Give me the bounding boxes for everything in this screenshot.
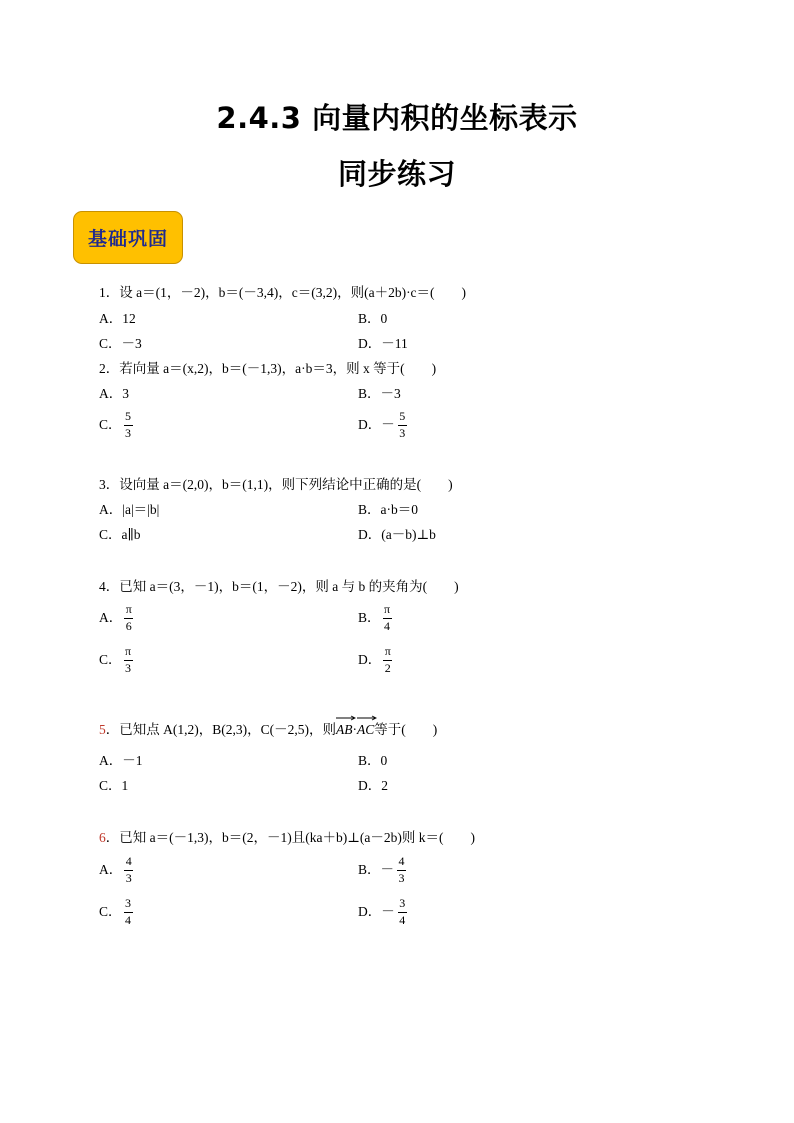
question-3: 3．设向量 a＝(2,0)，b＝(1,1)，则下列结论中正确的是( )	[99, 477, 453, 492]
numerator: 3	[125, 896, 132, 910]
q1-option-b: B．0	[358, 311, 388, 326]
section-badge	[73, 211, 183, 264]
q4-option-a	[99, 603, 133, 633]
q4-option-c-fraction	[124, 645, 133, 675]
q3-option-a: A．|a|＝|b|	[99, 502, 160, 517]
question-6	[99, 830, 475, 846]
dot-operator: ·	[352, 722, 357, 737]
question-5-tail: 等于( )	[374, 722, 438, 737]
denominator: 3	[398, 871, 405, 885]
question-6-number: 6	[99, 830, 106, 845]
q6-option-d	[358, 897, 407, 927]
q2-option-d	[358, 410, 407, 440]
numerator: 5	[399, 409, 406, 423]
denominator: 4	[125, 913, 132, 927]
q1-option-d: D．－11	[358, 336, 408, 351]
q4-option-b-label: B．	[358, 610, 381, 625]
question-2: 2．若向量 a＝(x,2)，b＝(－1,3)，a·b＝3，则 x 等于( )	[99, 361, 437, 376]
q3-option-d: D．(a－b)⊥b	[358, 527, 436, 542]
page-subtitle: 同步练习	[337, 157, 456, 191]
q6-option-a	[99, 855, 133, 885]
q6-option-a-fraction	[124, 855, 133, 885]
q2-option-d-fraction	[398, 410, 407, 440]
q3-option-b: B．a·b＝0	[358, 502, 418, 517]
minus-sign: －	[380, 862, 395, 877]
q6-option-d-fraction	[398, 897, 407, 927]
vector-ab-label: AB	[335, 722, 353, 737]
question-6-text: ．已知 a＝(－1,3)，b＝(2，－1)且(ka＋b)⊥(a－2b)则 k＝( )	[105, 830, 476, 845]
question-4: 4．已知 a＝(3，－1)，b＝(1，－2)，则 a 与 b 的夹角为( )	[99, 579, 459, 594]
q6-option-b	[358, 855, 406, 885]
denominator: 3	[125, 871, 132, 885]
q4-option-b	[358, 603, 392, 633]
question-5	[99, 722, 437, 738]
denominator: 3	[399, 426, 406, 440]
q5-option-a: A．－1	[99, 753, 143, 768]
q2-option-c-label: C．	[99, 417, 122, 432]
q4-option-b-fraction	[383, 603, 392, 633]
minus-sign: －	[381, 417, 395, 432]
q1-option-a: A．12	[99, 311, 136, 326]
q2-option-c-fraction	[124, 410, 133, 440]
q5-option-d: D．2	[358, 778, 388, 793]
question-1: 1．设 a＝(1，－2)，b＝(－3,4)，c＝(3,2)，则(a＋2b)·c＝( )	[99, 285, 467, 300]
numerator: 5	[125, 409, 132, 423]
denominator: 2	[384, 661, 391, 675]
q4-option-d-label: D．	[358, 652, 382, 667]
numerator: π	[384, 644, 391, 658]
numerator: 3	[399, 896, 406, 910]
q4-option-a-fraction	[124, 603, 133, 633]
page-title: 2.4.3 向量内积的坐标表示	[216, 101, 578, 135]
q4-option-d-fraction	[383, 645, 392, 675]
q5-option-b: B．0	[358, 753, 388, 768]
q6-option-c-fraction	[124, 897, 133, 927]
q4-option-c-label: C．	[99, 652, 122, 667]
numerator: π	[383, 602, 391, 616]
denominator: 4	[384, 619, 391, 633]
vector-ac-label: AC	[356, 722, 375, 737]
q6-option-b-label: B．	[358, 862, 381, 877]
numerator: 4	[125, 854, 132, 868]
denominator: 3	[125, 426, 132, 440]
q6-option-d-label: D．	[358, 904, 382, 919]
denominator: 4	[399, 913, 406, 927]
q2-option-a: A．3	[99, 386, 129, 401]
q6-option-a-label: A．	[99, 862, 123, 877]
numerator: 4	[398, 854, 405, 868]
q6-option-c-label: C．	[99, 904, 122, 919]
denominator: 3	[125, 661, 132, 675]
vector-arrow-icon	[336, 715, 356, 721]
q4-option-a-label: A．	[99, 610, 123, 625]
section-badge-label: 基础巩固	[87, 228, 168, 250]
q4-option-d	[358, 645, 392, 675]
numerator: π	[125, 602, 132, 616]
q6-option-b-fraction	[397, 855, 406, 885]
numerator: π	[124, 644, 132, 658]
vector-ab	[336, 722, 353, 738]
q2-option-c	[99, 410, 133, 440]
question-5-text: ．已知点 A(1,2)，B(2,3)，C(－2,5)，则	[105, 722, 336, 737]
q3-option-c: C．a∥b	[99, 527, 141, 542]
q4-option-c	[99, 645, 133, 675]
q6-option-c	[99, 897, 133, 927]
question-5-number: 5	[99, 722, 106, 737]
vector-arrow-icon	[357, 715, 377, 721]
vector-ac	[357, 722, 374, 738]
q1-option-c: C．－3	[99, 336, 142, 351]
q5-option-c: C．1	[99, 778, 129, 793]
q2-option-b: B．－3	[358, 386, 401, 401]
denominator: 6	[125, 619, 132, 633]
q2-option-d-label: D．	[358, 417, 382, 432]
minus-sign: －	[381, 904, 395, 919]
